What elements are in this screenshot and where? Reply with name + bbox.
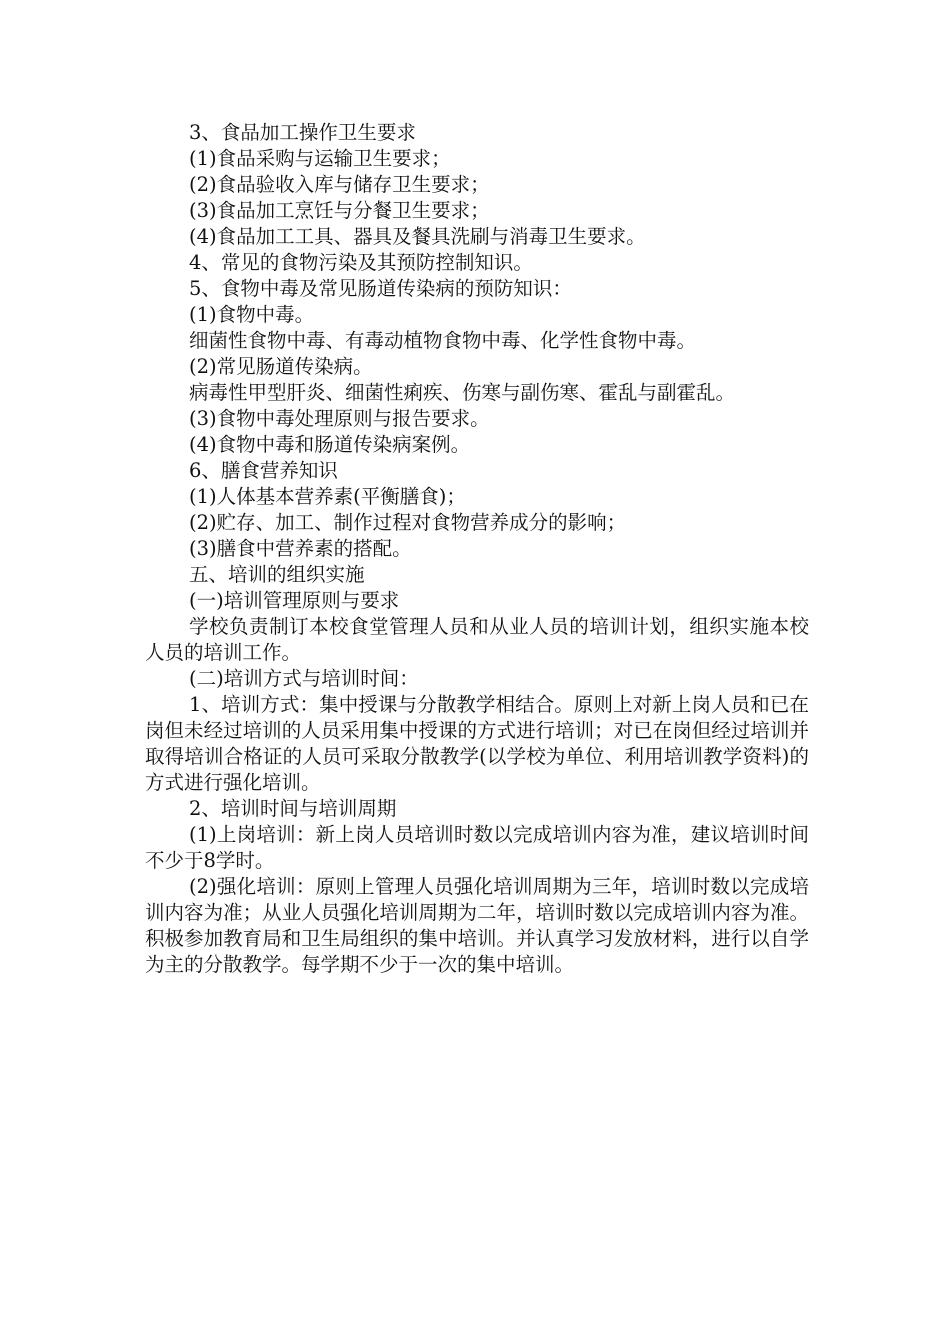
paragraph-17: (3)膳食中营养素的搭配。 xyxy=(189,537,412,560)
paragraph-3: (2)食品验收入库与储存卫生要求； xyxy=(189,173,490,196)
paragraph-onboarding-training: (1)上岗培训：新上岗人员培训时数以完成培训内容为准，建议培训时间不少于8学时。 xyxy=(145,823,809,872)
paragraph-11: 病毒性甲型肝炎、细菌性痢疾、伤寒与副伤寒、霍乱与副霍乱。 xyxy=(189,381,736,404)
paragraph-4: (3)食品加工烹饪与分餐卫生要求； xyxy=(189,199,490,222)
paragraph-12: (3)食物中毒处理原则与报告要求。 xyxy=(189,407,490,430)
paragraph-2: (1)食品采购与运输卫生要求； xyxy=(189,147,451,170)
document-body xyxy=(145,120,809,978)
paragraph-10: (2)常见肠道传染病。 xyxy=(189,355,373,378)
paragraph-intensive-training: (2)强化培训：原则上管理人员强化培训周期为三年，培训时数以完成培训内容为准；从业人员强化培训周期为二年，培训时数以完成培训内容为准。积极参加教育局和卫生局组织的集中培训。并认真学习发放材料，进行以自学为主的分散教学。每学期不少于一次的集中培训。 xyxy=(145,875,809,976)
paragraph-training-period-heading: 2、培训时间与培训周期 xyxy=(189,797,397,820)
paragraph-6: 4、常见的食物污染及其预防控制知识。 xyxy=(189,251,533,274)
paragraph-5: (4)食品加工工具、器具及餐具洗刷与消毒卫生要求。 xyxy=(189,225,646,248)
paragraph-training-method: 1、培训方式：集中授课与分散教学相结合。原则上对新上岗人员和已在岗但未经过培训的人员采用集中授课的方式进行培训；对已在岗但经过培训并取得培训合格证的人员可采取分散教学(以学校为单位、利用培训教学资料)的方式进行强化培训。 xyxy=(145,693,809,794)
paragraph-16: (2)贮存、加工、制作过程对食物营养成分的影响； xyxy=(189,511,627,534)
subsection-heading-one: (一)培训管理原则与要求 xyxy=(189,589,400,612)
paragraph-1: 3、食品加工操作卫生要求 xyxy=(189,121,416,144)
subsection-heading-two: (二)培训方式与培训时间： xyxy=(189,667,419,690)
paragraph-15: (1)人体基本营养素(平衡膳食)； xyxy=(189,485,466,508)
section-heading-five: 五、培训的组织实施 xyxy=(189,563,365,586)
paragraph-7: 5、食物中毒及常见肠道传染病的预防知识： xyxy=(189,277,572,300)
paragraph-13: (4)食物中毒和肠道传染病案例。 xyxy=(189,433,471,456)
paragraph-8: (1)食物中毒。 xyxy=(189,303,315,326)
paragraph-9: 细菌性食物中毒、有毒动植物食物中毒、化学性食物中毒。 xyxy=(189,329,697,352)
paragraph-14: 6、膳食营养知识 xyxy=(189,459,338,482)
paragraph-school-responsibility: 学校负责制订本校食堂管理人员和从业人员的培训计划，组织实施本校人员的培训工作。 xyxy=(145,615,809,664)
